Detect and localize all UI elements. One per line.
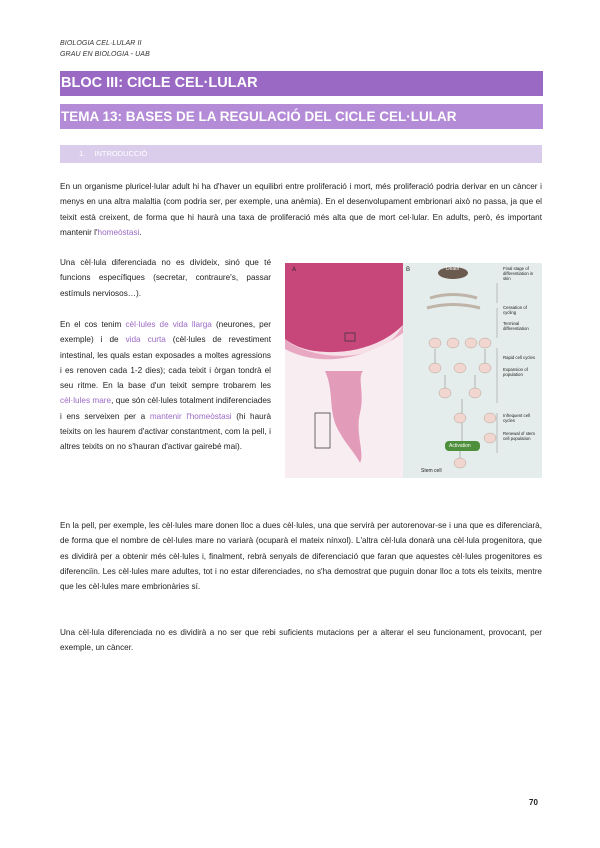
- section-heading: [60, 145, 542, 163]
- paragraph-skin-example: En la pell, per exemple, les cèl·lules mare donen lloc a dues cèl·lules, una que servirà per autorenovar-se i una que es diferenciarà, de forma que el nombre de cèl·lules mare no variarà (ocuparà el mateix nínxol). L'altra cèl·lula donarà una cèl·lula progenitora, que es dividirà per a obtenir més cèl·lules i, finalment, rebrà senyals de diferenciació que faran que aquestes cèl·lules progenitores es diferenciïn. Les cèl·lules mare adultes, tot i no estar diferenciades, no s'ha demostrat que puguin donar lloc a tots els teixits, mentre que les cèl·lules mare embrionàries sí.: [60, 521, 542, 592]
- figure-side-label-5: Infrequent cell cycles: [503, 413, 530, 423]
- section-number: 1.: [79, 149, 86, 158]
- figure-side-label-3: Rapid cell cycles: [503, 355, 536, 360]
- figure-label-a: A: [292, 267, 297, 273]
- paragraph-cell-lifespan: En el cos tenim cèl·lules de vida llarga (neurones, per exemple) i de vida curta (cèl·lules de revestiment intestinal, les quals estan exposades a moltes agressions i es renoven cada 1-2 dies); cada teixit i òrgan tondrà el seu ritme. En la base d'un teixit sempre trobarem les cèl·lules mare, que són cèl·lules totalment indiferenciades i ens serveixen per a mantenir l'homeòstasi (hi haurà teixits on les haurem d'activar constantment, com la pell, i altres teixits on no s'hauran d'activar gairebé mai).: [60, 320, 272, 452]
- figure-label-b: B: [406, 267, 411, 273]
- figure-side-label-0: Final stage of differentiation in skin: [503, 266, 534, 281]
- paragraph-cancer: Una cèl·lula diferenciada no es dividirà a no ser que rebi suficients mutacions per a alterar el seu funcionament, provocant, per exemple, un càncer.: [60, 628, 542, 653]
- paragraph-intro: En un organisme pluricel·lular adult hi ha d'haver un equilibri entre proliferació i mort, més proliferació podria derivar en un càncer i menys en una altra malaltia (com podria ser, per exemple, una anèmia). En el desenvolupament embrionari això no passa, ja que el teixit està creixent, de forma que hi haurà una taxa de proliferació més alta que de mort cel·lular. En adults, però, és important mantenir l'homeòstasi.: [60, 182, 542, 237]
- header-degree: GRAU EN BIOLOGIA - UAB: [60, 51, 150, 58]
- skin-stem-cell-figure: [285, 263, 542, 478]
- header-course: BIOLOGIA CEL·LULAR II: [60, 40, 142, 47]
- figure-side-label-1: Cessation of cycling: [503, 305, 527, 315]
- paragraph-differentiated: Una cèl·lula diferenciada no es divideix, sinó que té funcions específiques (secretar, contraure's, passar estímuls nerviosos…).: [60, 258, 271, 298]
- tema-heading: TEMA 13: BASES DE LA REGULACIÓ DEL CICLE CEL·LULAR: [60, 104, 543, 129]
- highlight-homeostasi: homeòstasi: [97, 227, 140, 237]
- figure-side-label-6: Renewal of stem cell population: [503, 431, 536, 441]
- figure-label-activation: Activation: [449, 443, 471, 449]
- figure-side-label-4: Expansion of population: [503, 367, 528, 377]
- bloc-heading: BLOC III: CICLE CEL·LULAR: [60, 71, 543, 96]
- section-title: INTRODUCCIÓ: [94, 149, 148, 158]
- page-number: 70: [529, 798, 538, 807]
- figure-side-label-2: Terminal differentiation: [503, 321, 529, 331]
- figure-label-death: Death: [446, 266, 460, 272]
- figure-label-stem-cell: Stem cell: [421, 468, 442, 474]
